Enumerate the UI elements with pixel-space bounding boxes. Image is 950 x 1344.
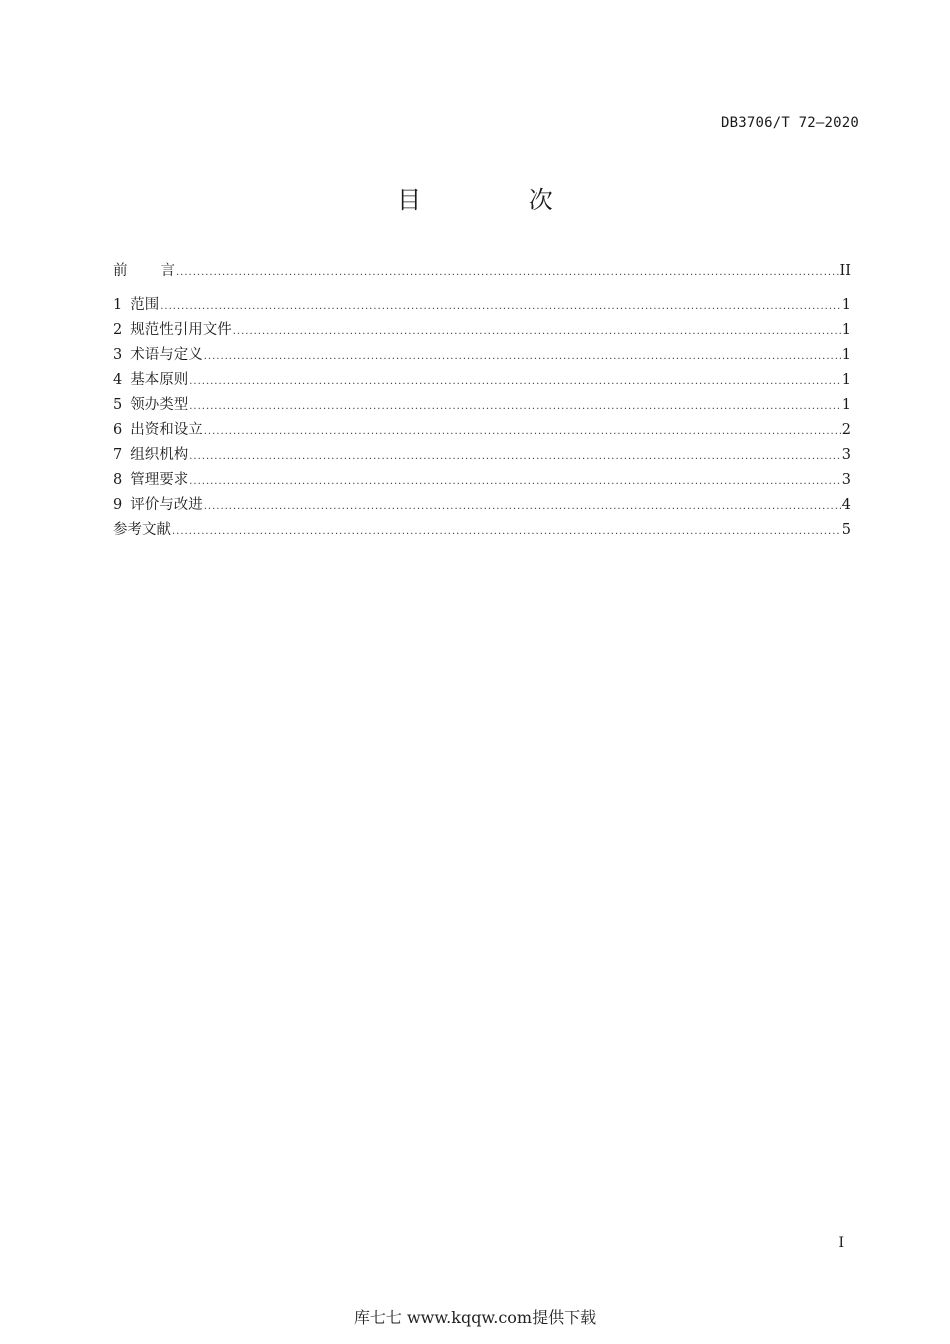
toc-section-number: 6 <box>113 422 123 438</box>
toc-label: 前 <box>113 263 161 279</box>
toc-section-number: 4 <box>113 372 123 388</box>
toc-leader-dots <box>189 369 841 394</box>
toc-entry-terms-definitions[interactable] <box>113 343 851 368</box>
toc-label: 范围 <box>130 297 160 313</box>
toc-leader-dots <box>204 344 841 369</box>
toc-page-number: 1 <box>841 347 851 363</box>
toc-leader-dots <box>160 294 841 319</box>
table-of-contents <box>113 260 851 543</box>
toc-label: 管理要求 <box>130 472 189 488</box>
toc-page-number: II <box>839 263 851 279</box>
toc-page-number: 1 <box>841 322 851 338</box>
toc-entry-management[interactable] <box>113 468 851 493</box>
toc-entry-evaluation[interactable] <box>113 493 851 518</box>
toc-leader-dots <box>233 319 841 344</box>
toc-label: 言 <box>160 263 175 279</box>
toc-entry-basic-principles[interactable] <box>113 368 851 393</box>
toc-page-number: 3 <box>841 447 851 463</box>
toc-section-number: 7 <box>113 447 123 463</box>
toc-page-number: 3 <box>841 472 851 488</box>
toc-label: 基本原则 <box>130 372 189 388</box>
toc-page-number: 1 <box>841 372 851 388</box>
page-number: I <box>838 1235 844 1251</box>
toc-leader-dots <box>189 394 841 419</box>
toc-entry-capital-establishment[interactable] <box>113 418 851 443</box>
toc-page-number: 1 <box>841 397 851 413</box>
toc-page-number: 4 <box>841 497 851 513</box>
toc-leader-dots <box>204 419 841 444</box>
toc-title: 目 次 <box>397 186 603 214</box>
footer-watermark: 库七七 www.kqqw.com提供下载 <box>353 1308 597 1327</box>
toc-section-number: 2 <box>113 322 123 338</box>
toc-leader-dots <box>204 494 841 519</box>
toc-label: 组织机构 <box>130 447 189 463</box>
toc-label: 领办类型 <box>130 397 189 413</box>
toc-section-number: 1 <box>113 297 123 313</box>
toc-label: 术语与定义 <box>130 347 203 363</box>
toc-label: 参考文献 <box>113 522 171 538</box>
toc-leader-dots <box>189 469 841 494</box>
toc-page-number: 5 <box>841 522 851 538</box>
toc-entry-foreword[interactable] <box>113 260 851 293</box>
toc-entry-types[interactable] <box>113 393 851 418</box>
toc-page-number: 1 <box>841 297 851 313</box>
toc-leader-dots <box>176 262 839 284</box>
toc-section-number: 3 <box>113 347 123 363</box>
toc-label: 出资和设立 <box>130 422 203 438</box>
toc-entry-bibliography[interactable] <box>113 518 851 543</box>
toc-page-number: 2 <box>841 422 851 438</box>
toc-leader-dots <box>189 444 841 469</box>
toc-label: 评价与改进 <box>130 497 203 513</box>
toc-section-number: 9 <box>113 497 123 513</box>
toc-leader-dots <box>172 519 841 544</box>
toc-section-number: 5 <box>113 397 123 413</box>
document-code: DB3706/T 72—2020 <box>720 115 859 131</box>
toc-label: 规范性引用文件 <box>130 322 232 338</box>
toc-section-number: 8 <box>113 472 123 488</box>
toc-entry-organization[interactable] <box>113 443 851 468</box>
toc-entry-normative-references[interactable] <box>113 318 851 343</box>
toc-entry-scope[interactable] <box>113 293 851 318</box>
